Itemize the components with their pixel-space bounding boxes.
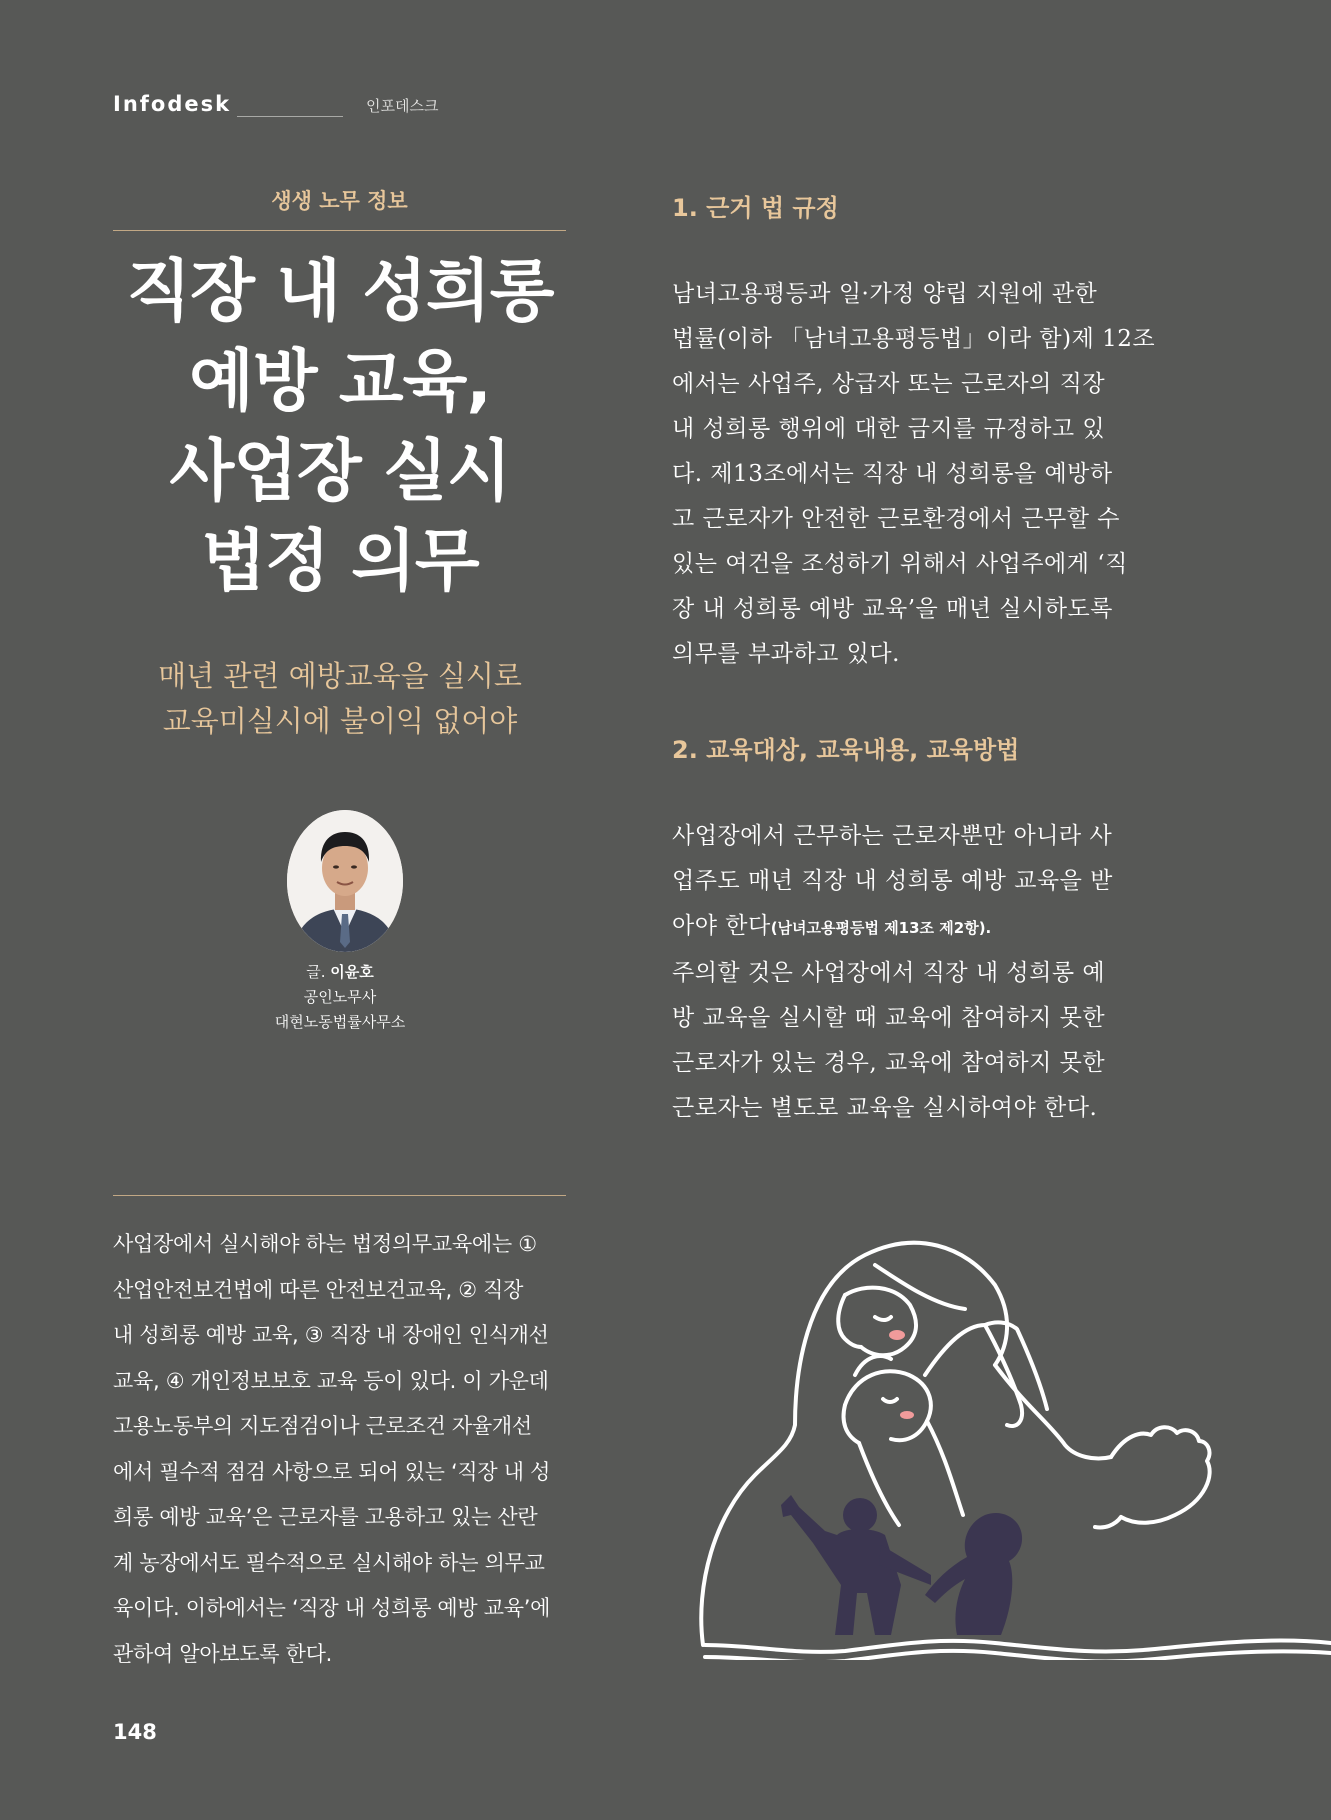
law-reference: (남녀고용평등법 제13조 제2항). bbox=[770, 919, 992, 937]
embracing-figures-illustration-icon bbox=[695, 1225, 1331, 1660]
author-name: 이윤호 bbox=[330, 963, 374, 981]
intro-line: 산업안전보건법에 따른 안전보건교육, ② 직장 bbox=[113, 1277, 524, 1302]
author-credit bbox=[190, 960, 490, 1035]
intro-line: 희롱 예방 교육’은 근로자를 고용하고 있는 산란 bbox=[113, 1505, 538, 1529]
section-body-education bbox=[672, 814, 1113, 1131]
body-line: 방 교육을 실시할 때 교육에 참여하지 못한 bbox=[672, 1005, 1106, 1031]
body-line: 내 성희롱 행위에 대한 금지를 규정하고 있 bbox=[672, 416, 1106, 442]
intro-divider bbox=[113, 1195, 566, 1196]
title-line: 예방 교육, bbox=[189, 342, 491, 420]
intro-line: 교육, ④ 개인정보보호 교육 등이 있다. 이 가운데 bbox=[113, 1368, 549, 1393]
body-line: 의무를 부과하고 있다. bbox=[672, 641, 900, 667]
author-prefix: 글. bbox=[306, 963, 326, 981]
author-portrait-icon bbox=[287, 810, 403, 952]
article-subtitle bbox=[100, 654, 580, 744]
header-divider bbox=[237, 116, 343, 117]
body-line: 장 내 성희롱 예방 교육’을 매년 실시하도록 bbox=[672, 596, 1113, 622]
section-divider bbox=[113, 230, 566, 231]
intro-line: 사업장에서 실시해야 하는 법정의무교육에는 ① bbox=[113, 1232, 537, 1256]
section-heading-education: 2. 교육대상, 교육내용, 교육방법 bbox=[672, 736, 1020, 764]
intro-line: 관하여 알아보도록 한다. bbox=[113, 1641, 332, 1666]
intro-line: 에서 필수적 점검 사항으로 되어 있는 ‘직장 내 성 bbox=[113, 1459, 551, 1484]
intro-line: 육이다. 이하에서는 ‘직장 내 성희롱 예방 교육’에 bbox=[113, 1596, 551, 1620]
body-line: 근로자가 있는 경우, 교육에 참여하지 못한 bbox=[672, 1050, 1106, 1076]
line-art bbox=[701, 1243, 1331, 1660]
title-line: 법정 의무 bbox=[201, 522, 479, 600]
section-label: 생생 노무 정보 bbox=[271, 189, 408, 213]
body-line: 에서는 사업주, 상급자 또는 근로자의 직장 bbox=[672, 371, 1106, 397]
intro-line: 계 농장에서도 필수적으로 실시해야 하는 의무교 bbox=[113, 1550, 545, 1575]
body-line bbox=[672, 904, 1113, 951]
author-name-line bbox=[190, 960, 490, 985]
body-line: 있는 여건을 조성하기 위해서 사업주에게 ‘직 bbox=[672, 551, 1128, 577]
body-line: 근로자는 별도로 교육을 실시하여야 한다. bbox=[672, 1095, 1098, 1121]
author-photo bbox=[287, 810, 403, 952]
body-line: 다. 제13조에서는 직장 내 성희롱을 예방하 bbox=[672, 461, 1113, 487]
body-line: 업주도 매년 직장 내 성희롱 예방 교육을 받 bbox=[672, 868, 1113, 894]
silhouettes bbox=[781, 1495, 1022, 1635]
intro-line: 고용노동부의 지도점검이나 근로조건 자율개선 bbox=[113, 1414, 532, 1438]
body-line: 사업장에서 근무하는 근로자뿐만 아니라 사 bbox=[672, 823, 1113, 849]
title-line: 사업장 실시 bbox=[169, 432, 511, 510]
body-line: 고 근로자가 안전한 근로환경에서 근무할 수 bbox=[672, 506, 1120, 532]
magazine-brand: Infodesk bbox=[113, 92, 232, 116]
article-title bbox=[100, 246, 580, 606]
body-line: 주의할 것은 사업장에서 직장 내 성희롱 예 bbox=[672, 960, 1106, 986]
intro-paragraph bbox=[113, 1222, 573, 1677]
body-line-text: 아야 한다 bbox=[672, 913, 771, 939]
body-line: 남녀고용평등과 일·가정 양립 지원에 관한 bbox=[672, 281, 1098, 307]
page-number: 148 bbox=[113, 1720, 157, 1744]
subtitle-line: 매년 관련 예방교육을 실시로 bbox=[158, 659, 522, 693]
author-role: 공인노무사 bbox=[303, 988, 377, 1006]
section-body-legal-basis bbox=[672, 272, 1155, 677]
title-line: 직장 내 성희롱 bbox=[126, 252, 554, 330]
intro-line: 내 성희롱 예방 교육, ③ 직장 내 장애인 인식개선 bbox=[113, 1323, 549, 1347]
section-heading-legal-basis: 1. 근거 법 규정 bbox=[672, 194, 839, 222]
magazine-section-korean: 인포데스크 bbox=[366, 97, 439, 115]
article-illustration bbox=[695, 1225, 1331, 1660]
author-organization: 대현노동법률사무소 bbox=[274, 1013, 406, 1031]
subtitle-line: 교육미실시에 불이익 없어야 bbox=[162, 704, 518, 738]
body-line: 법률(이하 「남녀고용평등법」이라 함)제 12조 bbox=[672, 326, 1156, 352]
